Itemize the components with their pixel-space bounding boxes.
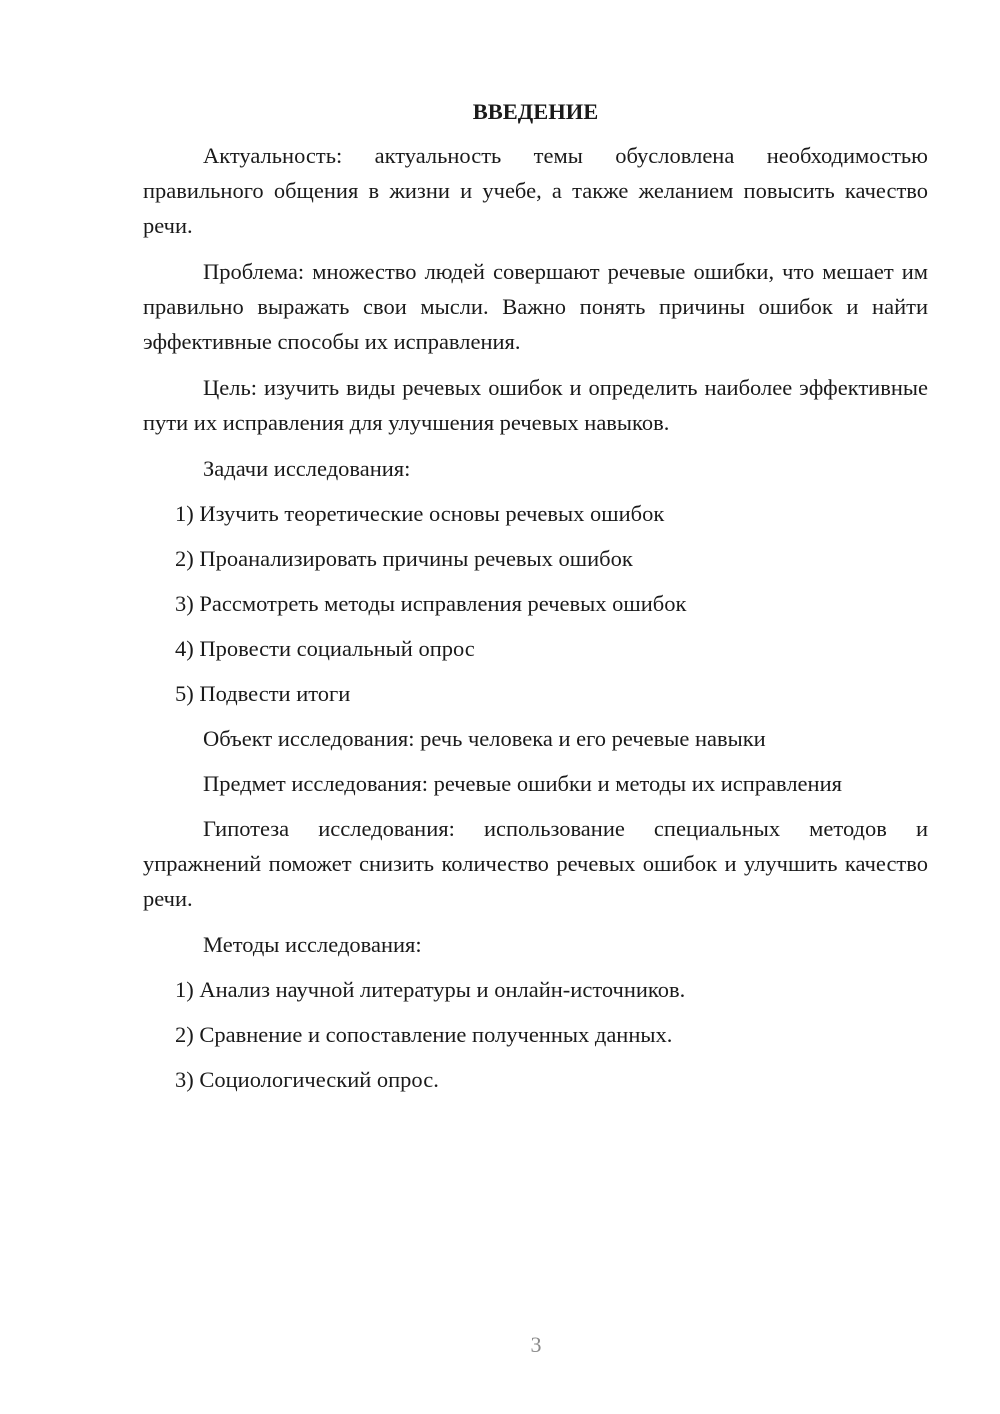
task-item-5: 5) Подвести итоги <box>175 681 351 706</box>
research-subject: Предмет исследования: речевые ошибки и методы их исправления <box>203 771 842 796</box>
paragraph-problem: Проблема: множество людей совершают речевые ошибки, что мешает им правильно выражать свои мысли. Важно понять причины ошибок и найти эффективные способы их исправления. <box>143 259 928 354</box>
method-item-1: 1) Анализ научной литературы и онлайн-источников. <box>175 977 686 1002</box>
research-object: Объект исследования: речь человека и его речевые навыки <box>203 726 766 751</box>
paragraph-relevance: Актуальность: актуальность темы обусловлена необходимостью правильного общения в жизни и учебе, а также желанием повысить качество речи. <box>143 143 928 238</box>
task-item-4: 4) Провести социальный опрос <box>175 636 475 661</box>
paragraph-goal: Цель: изучить виды речевых ошибок и определить наиболее эффективные пути их исправления для улучшения речевых навыков. <box>143 375 928 435</box>
tasks-heading: Задачи исследования: <box>203 456 411 481</box>
paragraph-hypothesis: Гипотеза исследования: использование специальных методов и упражнений поможет снизить количество речевых ошибок и улучшить качество речи. <box>143 816 928 911</box>
methods-heading: Методы исследования: <box>203 932 422 957</box>
task-item-2: 2) Проанализировать причины речевых ошибок <box>175 546 633 571</box>
page-number: 3 <box>530 1332 542 1357</box>
method-item-2: 2) Сравнение и сопоставление полученных данных. <box>175 1022 673 1047</box>
page-title: ВВЕДЕНИЕ <box>472 99 599 124</box>
task-item-1: 1) Изучить теоретические основы речевых ошибок <box>175 501 665 526</box>
page-content <box>143 94 928 1107</box>
task-item-3: 3) Рассмотреть методы исправления речевых ошибок <box>175 591 687 616</box>
method-item-3: 3) Социологический опрос. <box>175 1067 439 1092</box>
